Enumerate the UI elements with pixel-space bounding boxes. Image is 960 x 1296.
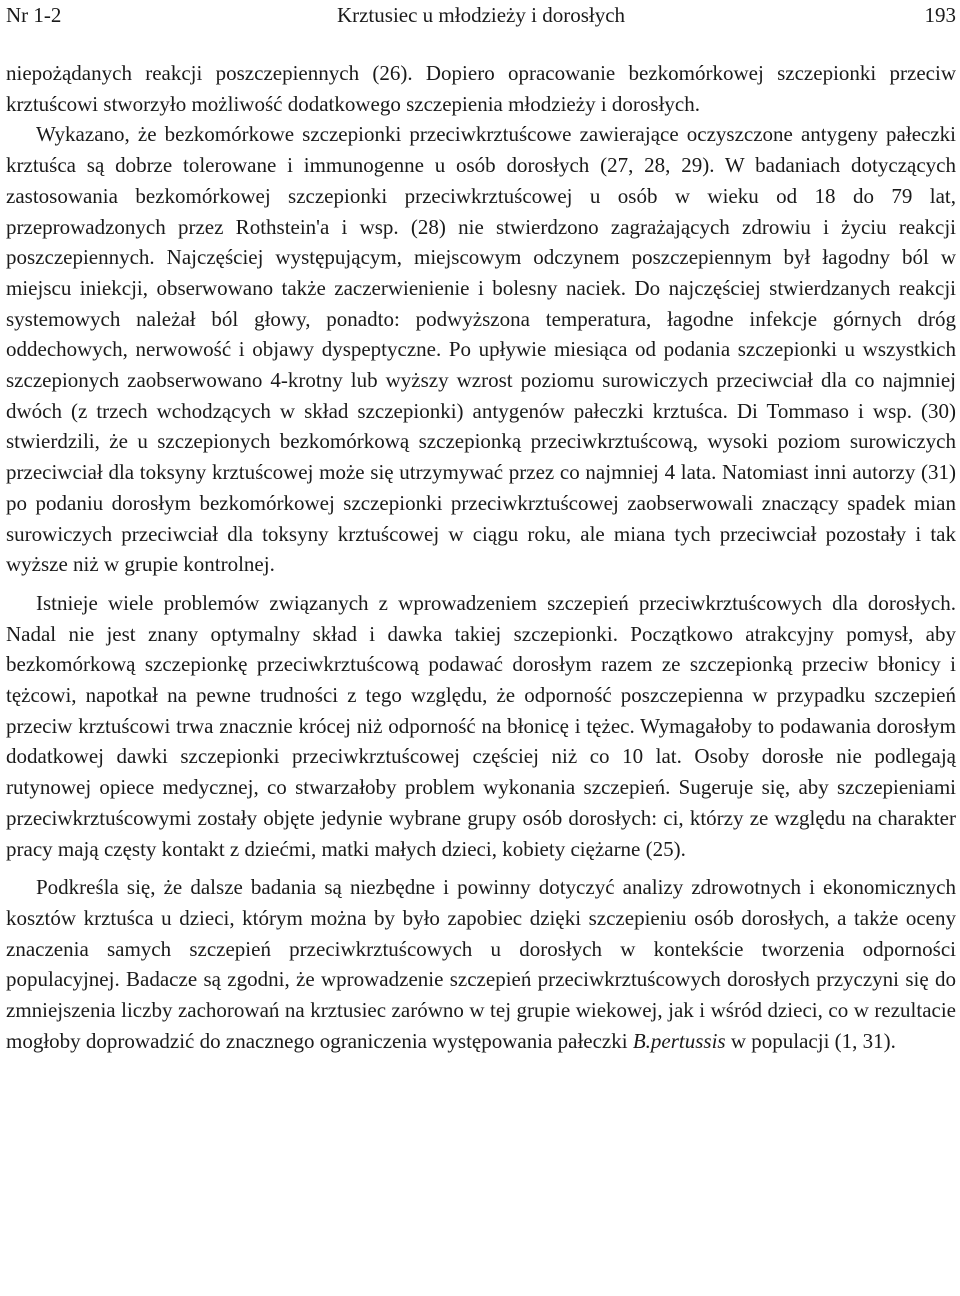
- paragraph-continued: niepożądanych reakcji poszczepiennych (26). Dopiero opracowanie bezkomórkowej szczepionki przeciw krztuścowi stworzyło możliwość dodatkowego szczepienia młodzieży i dorosłych.: [6, 61, 956, 116]
- paragraph-vaccination-problems: Istnieje wiele problemów związanych z wprowadzeniem szczepień przeciwkrztuścowych dla dorosłych. Nadal nie jest znany optymalny skład i dawka takiej szczepionki. Początkowo atrakcyjny pomysł, aby bezkomórkową szczepionkę przeciwkrztuścową podawać dorosłym razem ze szczepionką przeciw błonicy i tężcowi, napotkał na pewne trudności z tego względu, że odporność poszczepienna w przypadku szczepień przeciw krztuścowi trwa znacznie krócej niż odporność na błonicę i tężec. Wymagałoby to podawania dorosłym dodatkowej dawki szczepionki przeciwkrztuścowej częściej niż co 10 lat. Osoby dorosłe nie podlegają rutynowej opiece medycznej, co stwarzałoby problem wykonania szczepień. Sugeruje się, aby szczepieniami przeciwkrztuścowymi zostały objęte jedynie wybrane grupy osób dorosłych: ci, którzy ze względu na charakter pracy mają częsty kontakt z dziećmi, matki małych dzieci, kobiety ciężarne (25).: [6, 590, 956, 861]
- paragraph-adult-vaccine-studies: Wykazano, że bezkomórkowe szczepionki przeciwkrztuścowe zawierające oczyszczone antygeny pałeczki krztuśca są dobrze tolerowane i immunogenne u osób dorosłych (27, 28, 29). W badaniach dotyczących zastosowania bezkomórkowej szczepionki przeciwkrztuścowej u osób w wieku od 18 do 79 lat, przeprowadzonych przez Rothstein'a i wsp. (28) nie stwierdzono zagrażających zdrowiu i życiu reakcji poszczepiennych. Najczęściej występującym, miejscowym odczynem poszczepiennym był łagodny ból w miejscu iniekcji, obserwowano także zaczerwienienie i bolesny naciek. Do najczęściej stwierdzanych reakcji systemowych należał ból głowy, ponadto: podwyższona temperatura, łagodne infekcje górnych dróg oddechowych, nerwowość i objawy dyspeptyczne. Po upływie miesiąca od podania szczepionki u wszystkich szczepionych zaobserwowano 4-krotny lub wyższy wzrost poziomu surowiczych przeciwciał dla co najmniej dwóch (z trzech wchodzących w skład szczepionki) antygenów pałeczki krztuśca. Di Tommaso i wsp. (30) stwierdzili, że u szczepionych bezkomórkową szczepionką przeciwkrztuścową, wysoki poziom surowiczych przeciwciał dla toksyny krztuścowej może się utrzymywać przez co najmniej 4 lata. Natomiast inni autorzy (31) po podaniu dorosłym bezkomórkowej szczepionki przeciwkrztuścowej zaobserwowali znaczący spadek mian surowiczych przeciwciał dla toksyny krztuścowej w ciągu roku, ale miana tych przeciwciał pozostały i tak wyższe niż w grupie kontrolnej.: [6, 122, 956, 577]
- running-header: [6, 0, 956, 30]
- conclusion-text: Podkreśla się, że dalsze badania są niezbędne i powinny dotyczyć analizy zdrowotnych i ekonomicznych kosztów krztuśca u dzieci, którym można by było zapobiec dzięki szczepieniu osób dorosłych, a także oceny znaczenia samych szczepień przeciwkrztuścowych u dorosłych w kontekście tworzenia odporności populacyjnej. Badacze są zgodni, że wprowadzenie szczepień przeciwkrztuścowych dorosłych przyczyni się do zmniejszenia liczby zachorowań na krztusiec zarówno w tej grupie wiekowej, jak i wśród dzieci, co w rezultacie mogłoby doprowadzić do znacznego ograniczenia występowania pałeczki: [6, 875, 956, 1053]
- article-body: [6, 58, 956, 1057]
- species-name: B.pertussis: [632, 1028, 726, 1053]
- issue-number: Nr 1-2: [6, 3, 62, 27]
- page-number: 193: [924, 3, 956, 27]
- paragraph-conclusion: [6, 872, 956, 1056]
- running-title: Krztusiec u młodzieży i dorosłych: [336, 3, 626, 27]
- conclusion-text-end: w populacji (1, 31).: [725, 1028, 896, 1053]
